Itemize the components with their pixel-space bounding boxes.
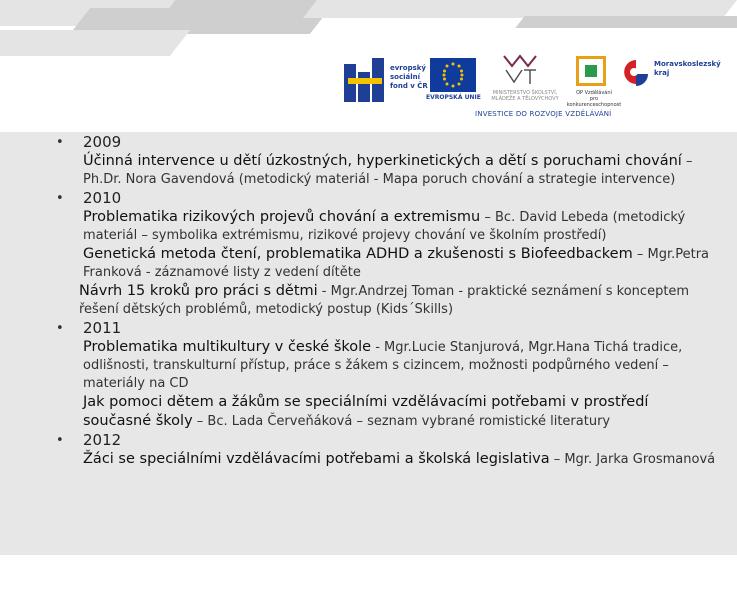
seminar-entry: [83, 152, 720, 189]
seminar-entry: [83, 208, 720, 245]
op-logo-icon: [576, 56, 606, 86]
moravskoslezsky-kraj-logo-icon: [622, 58, 650, 88]
seminar-title: Problematika rizikových projevů chování a extremismu: [83, 209, 481, 225]
seminar-entry: [83, 450, 720, 469]
seminar-title: Genetická metoda čtení, problematika ADHD a zkušenosti s Biofeedbackem: [83, 246, 633, 262]
esf-label: evropský sociální fond v ČR: [390, 64, 428, 90]
msmt-logo-icon: [500, 52, 540, 88]
seminar-entry: [83, 338, 720, 393]
year-label: 2009: [83, 133, 122, 151]
list-item: [56, 319, 720, 431]
list-item: [56, 431, 720, 469]
op-label: OP Vzdělávání pro konkurenceschopnost: [566, 90, 622, 108]
seminar-details: – Mgr.Petra Franková - záznamové listy z vedení dítěte: [83, 247, 710, 280]
bullet-icon: •: [56, 191, 64, 206]
seminar-details: – Bc. David Lebeda (metodický materiál – symbolika extrémismu, rizikové projevy chování ve školním prostředí): [83, 210, 686, 243]
header-banner: [0, 0, 737, 132]
seminar-details: - Mgr.Andrzej Toman - praktické seznámení s konceptem řešení dětských problémů, metodický postup (Kids´Skills): [79, 284, 690, 317]
seminar-details: – Bc. Lada Červeňáková – seznam vybrané romistické literatury: [192, 414, 611, 429]
year-label: 2011: [83, 319, 122, 337]
bullet-icon: •: [56, 321, 64, 336]
decorative-stripe: [515, 16, 737, 28]
eu-label: EVROPSKÁ UNIE: [426, 94, 481, 101]
seminar-title: Účinná intervence u dětí úzkostných, hyperkinetických a dětí s poruchami chování: [83, 153, 682, 169]
seminar-title: Jak pomoci dětem a žákům se speciálními vzdělávacími potřebami v prostředí současné školy: [83, 394, 649, 429]
seminar-details: - Mgr.Lucie Stanjurová, Mgr.Hana Tichá tradice, odlišnosti, transkulturní přístup, práce s žákem s cizincem, možnosti podpůrného vedení – materiály na CD: [83, 340, 683, 391]
seminar-details: – Mgr. Jarka Grosmanová: [549, 452, 716, 467]
seminar-entry: [83, 245, 720, 282]
year-label: 2012: [83, 431, 122, 449]
seminar-title: Žáci se speciálními vzdělávacími potřebami a školská legislativa: [83, 451, 550, 467]
bullet-icon: •: [56, 433, 64, 448]
seminar-entry: [79, 282, 720, 319]
seminar-title: Návrh 15 kroků pro práci s dětmi: [79, 283, 318, 299]
seminar-list: [56, 133, 720, 469]
eu-flag-icon: [430, 58, 476, 92]
seminar-title: Problematika multikultury v české škole: [83, 339, 372, 355]
seminar-details: – Ph.Dr. Nora Gavendová (metodický materiál - Mapa poruch chování a strategie intervence): [83, 154, 693, 187]
content-panel: [0, 132, 737, 555]
msmt-label: MINISTERSTVO ŠKOLSTVÍ, MLÁDEŽE A TĚLOVÝCHOVY: [491, 90, 559, 102]
year-label: 2010: [83, 189, 122, 207]
footer: [0, 555, 737, 595]
seminar-entry: [83, 393, 720, 431]
bullet-icon: •: [56, 135, 64, 150]
decorative-stripe: [0, 30, 190, 56]
partner-logos: [340, 52, 730, 122]
investice-slogan: INVESTICE DO ROZVOJE VZDĚLÁVÁNÍ: [475, 110, 612, 118]
kraj-label: Moravskoslezský kraj: [654, 60, 721, 77]
esf-logo-icon: [344, 58, 386, 104]
list-item: [56, 189, 720, 319]
list-item: [56, 133, 720, 189]
